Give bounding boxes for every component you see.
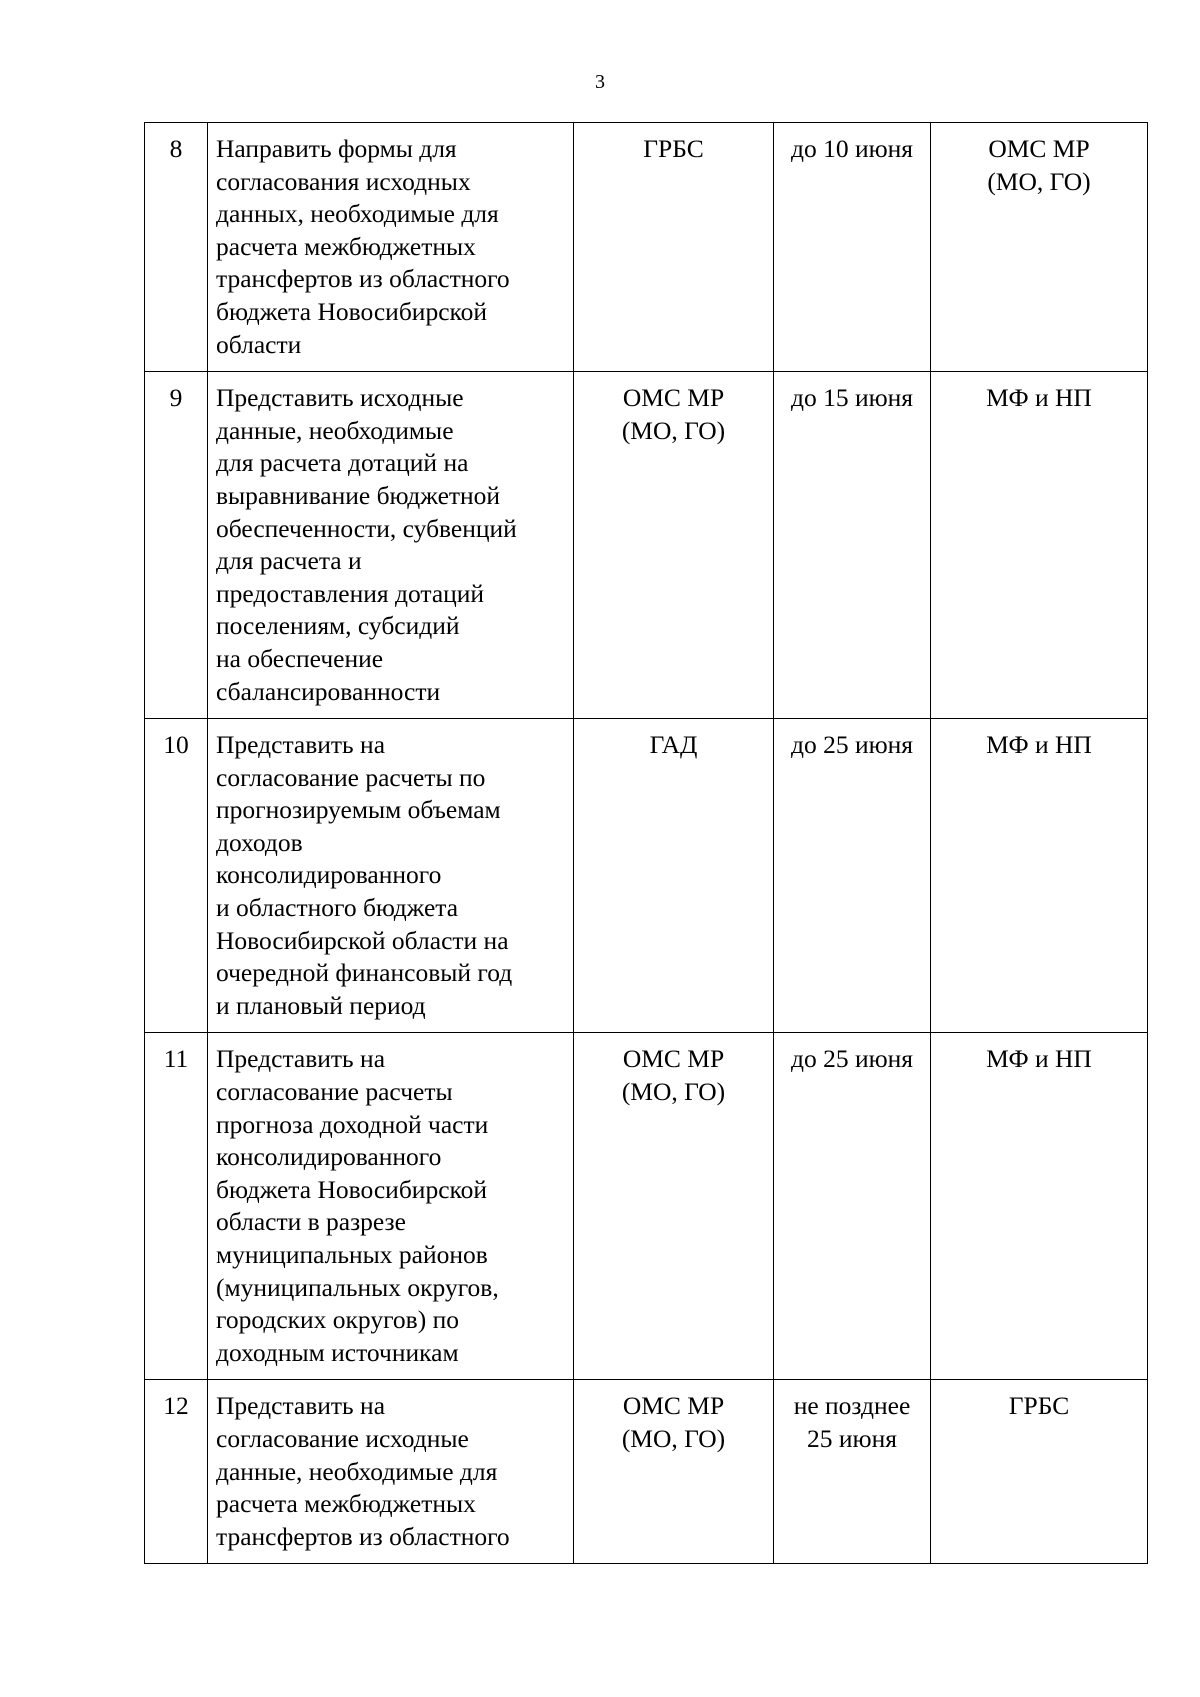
task-line: Представить на <box>216 1044 386 1074</box>
task-line: очередной финансовый год <box>216 958 513 988</box>
task-line: данные, необходимые <box>216 415 454 445</box>
task-line: области в разрезе <box>216 1207 406 1237</box>
task-line: трансфертов из областного <box>216 264 510 294</box>
responsible-line: ОМС МР <box>622 1044 725 1074</box>
schedule-table-body <box>145 123 1148 1564</box>
page-number: 3 <box>595 71 605 93</box>
task-line: данных, необходимые для <box>216 199 499 229</box>
task-cell <box>208 372 574 719</box>
task-line: консолидированного <box>216 1142 442 1172</box>
task-line: и областного бюджета <box>216 893 459 923</box>
recipient-cell <box>931 719 1148 1033</box>
task-line: расчета межбюджетных <box>216 231 476 261</box>
task-line: согласования исходных <box>216 166 471 196</box>
task-line: для расчета дотаций на <box>216 448 469 478</box>
responsible-line: ГАД <box>649 730 698 760</box>
recipient-cell <box>931 1380 1148 1564</box>
responsible-line: (МО, ГО) <box>621 1423 726 1453</box>
row-number: 10 <box>145 719 208 1033</box>
task-line: доходным источникам <box>216 1337 459 1367</box>
task-line: и плановый период <box>216 990 426 1020</box>
task-line: Направить формы для <box>216 134 457 163</box>
task-line: муниципальных районов <box>216 1240 488 1269</box>
deadline-line: не позднее <box>793 1391 911 1421</box>
recipient-cell <box>931 1033 1148 1380</box>
table-row <box>145 372 1148 719</box>
table-row <box>145 123 1148 372</box>
responsible-line: ГРБС <box>643 134 704 163</box>
deadline-line: до 25 июня <box>790 1044 914 1074</box>
deadline-line: до 10 июня <box>790 134 914 163</box>
deadline-cell <box>774 719 931 1033</box>
task-line: консолидированного <box>216 860 442 890</box>
row-number: 11 <box>145 1033 208 1380</box>
row-number: 8 <box>145 123 208 372</box>
responsible-cell <box>574 1033 774 1380</box>
task-line: бюджета Новосибирской <box>216 296 488 326</box>
table-row <box>145 1380 1148 1564</box>
task-line: Представить исходные <box>216 383 464 413</box>
task-line: области <box>216 329 302 359</box>
task-line: выравнивание бюджетной <box>216 480 501 510</box>
recipient-cell <box>931 372 1148 719</box>
recipient-line: МФ и НП <box>986 383 1092 413</box>
task-line: бюджета Новосибирской <box>216 1174 488 1204</box>
responsible-line: ОМС МР <box>622 383 725 413</box>
task-line: обеспеченности, субвенций <box>216 513 517 543</box>
recipient-line: ГРБС <box>1008 1391 1070 1421</box>
task-line: согласование исходные <box>216 1423 469 1453</box>
task-line: предоставления дотаций <box>216 578 485 608</box>
recipient-cell <box>931 123 1148 372</box>
deadline-line: 25 июня <box>807 1423 897 1453</box>
schedule-table <box>144 122 1148 1564</box>
deadline-line: до 25 июня <box>790 730 914 760</box>
task-line: прогнозируемым объемам <box>216 795 501 825</box>
task-line: доходов <box>216 827 303 857</box>
row-number: 9 <box>145 372 208 719</box>
table-row <box>145 719 1148 1033</box>
responsible-line: ОМС МР <box>622 1391 725 1421</box>
task-line: (муниципальных округов, <box>216 1272 499 1302</box>
table-row <box>145 1033 1148 1380</box>
task-line: городских округов) по <box>216 1305 459 1335</box>
responsible-line: (МО, ГО) <box>621 415 726 445</box>
task-line: для расчета и <box>216 546 362 576</box>
deadline-cell <box>774 123 931 372</box>
task-line: расчета межбюджетных <box>216 1489 476 1519</box>
deadline-cell <box>774 1033 931 1380</box>
recipient-line: МФ и НП <box>986 730 1092 760</box>
task-cell <box>208 719 574 1033</box>
responsible-cell <box>574 719 774 1033</box>
recipient-line: ОМС МР <box>988 134 1090 163</box>
task-cell <box>208 123 574 372</box>
task-line: Новосибирской области на <box>216 925 509 955</box>
deadline-line: до 15 июня <box>790 383 914 413</box>
task-line: Представить на <box>216 1391 386 1421</box>
task-line: на обеспечение <box>216 643 384 673</box>
task-cell <box>208 1380 574 1564</box>
responsible-cell <box>574 372 774 719</box>
responsible-cell <box>574 1380 774 1564</box>
row-number: 12 <box>145 1380 208 1564</box>
task-line: согласование расчеты <box>216 1077 453 1107</box>
task-line: прогноза доходной части <box>216 1109 489 1139</box>
recipient-line: МФ и НП <box>986 1044 1092 1074</box>
deadline-cell <box>774 372 931 719</box>
task-line: сбалансированности <box>216 676 441 706</box>
task-line: согласование расчеты по <box>216 762 486 792</box>
recipient-line: (МО, ГО) <box>987 166 1091 196</box>
responsible-cell <box>574 123 774 372</box>
task-line: данные, необходимые для <box>216 1456 498 1486</box>
deadline-cell <box>774 1380 931 1564</box>
task-line: поселениям, субсидий <box>216 611 460 641</box>
task-line: трансфертов из областного <box>216 1521 510 1551</box>
responsible-line: (МО, ГО) <box>621 1077 726 1107</box>
task-cell <box>208 1033 574 1380</box>
task-line: Представить на <box>216 730 386 760</box>
